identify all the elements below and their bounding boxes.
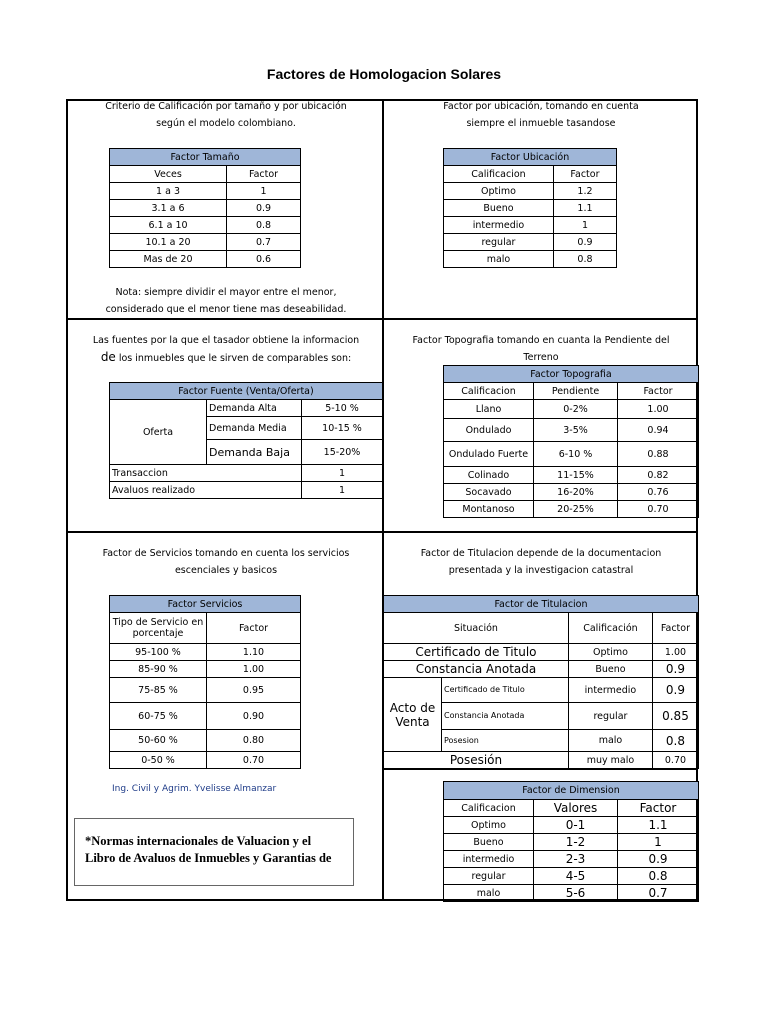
servicios-table: Factor Servicios Tipo de Servicio en porcentaje Factor 95-100 % 1.10 85-90 % 1.00 75-85 % 0.95 60-75 % 0.90 50-60 % 0.80 0-50 % 0.70 [109, 595, 301, 769]
fuente-caption: Las fuentes por la que el tasador obtiene la informacion de los inmuebles que le sirven de comparables son: [92, 335, 360, 364]
tamano-caption: Criterio de Calificación por tamaño y por ubicación según el modelo colombiano. [105, 101, 347, 129]
table-row: Optimo 0-1 1.1 [444, 817, 699, 834]
table-row: Demanda Baja 15-20% [110, 440, 383, 465]
table-row: 75-85 % 0.95 [110, 678, 301, 703]
table-row: Avaluos realizado 1 [110, 482, 383, 499]
table-row: Oferta Demanda Alta 5-10 % [110, 400, 383, 417]
table-row: Posesion malo 0.8 [384, 730, 699, 752]
servicios-caption: Factor de Servicios tomando en cuenta los servicios escenciales y basicos [102, 548, 350, 576]
titulacion-header: Factor de Titulacion [384, 596, 699, 613]
topografia-caption: Factor Topografia tomando en cuanta la Pendiente del Terreno [412, 335, 670, 363]
table-row: malo 5-6 0.7 [444, 885, 699, 902]
titulacion-caption: Factor de Titulacion depende de la documentacion presentada y la investigacion catastral [420, 548, 662, 576]
table-row: intermedio 1 [444, 217, 617, 234]
fuente-header: Factor Fuente (Venta/Oferta) [110, 383, 383, 400]
servicios-header: Factor Servicios [110, 596, 301, 613]
table-row: Constancia Anotada regular 0.85 [384, 703, 699, 730]
table-row: 60-75 % 0.90 [110, 703, 301, 730]
table-row: Socavado 16-20% 0.76 [444, 484, 699, 501]
topografia-table: Factor Topografia Calificacion Pendiente Factor Llano 0-2% 1.00 Ondulado 3-5% 0.94 Ondulado Fuerte 6-10 % 0.88 Colinado 11-15% 0.82 Socavado 16-20% 0.76 Montanoso 20-25% 0.70 [443, 365, 699, 518]
ubicacion-table: Factor Ubicación Calificacion Factor Optimo 1.2 Bueno 1.1 intermedio 1 regular 0.9 malo 0.8 [443, 148, 617, 268]
table-row: intermedio 2-3 0.9 [444, 851, 699, 868]
table-row: malo 0.8 [444, 251, 617, 268]
table-row: 10.1 a 20 0.7 [110, 234, 301, 251]
table-row: Optimo 1.2 [444, 183, 617, 200]
table-row: Mas de 20 0.6 [110, 251, 301, 268]
fuente-table [109, 382, 383, 499]
dimension-header: Factor de Dimension [444, 782, 699, 800]
row-divider-1 [66, 318, 698, 320]
table-row: Posesión muy malo 0.70 [384, 752, 699, 769]
table-row: 1 a 3 1 [110, 183, 301, 200]
table-row: Ondulado 3-5% 0.94 [444, 419, 699, 442]
row-divider-2 [66, 531, 698, 533]
table-row: Certificado de Titulo Optimo 1.00 [384, 644, 699, 661]
tamano-note: Nota: siempre dividir el mayor entre el menor, considerado que el menor tiene mas deseabilidad. [105, 287, 347, 315]
table-row: Demanda Media 10-15 % [110, 417, 383, 440]
table-row: 6.1 a 10 0.8 [110, 217, 301, 234]
table-row: Bueno 1.1 [444, 200, 617, 217]
table-row: Montanoso 20-25% 0.70 [444, 501, 699, 518]
norms-box: *Normas internacionales de Valuacion y el Libro de Avaluos de Inmuebles y Garantias de [74, 818, 354, 886]
table-row: Colinado 11-15% 0.82 [444, 467, 699, 484]
table-row: Bueno 1-2 1 [444, 834, 699, 851]
table-row: Ondulado Fuerte 6-10 % 0.88 [444, 442, 699, 467]
table-row: 50-60 % 0.80 [110, 730, 301, 752]
table-row: 3.1 a 6 0.9 [110, 200, 301, 217]
table-row: Constancia Anotada Bueno 0.9 [384, 661, 699, 678]
titulacion-table: Factor de Titulacion Situación Calificación Factor Certificado de Titulo Optimo 1.00 Constancia Anotada Bueno 0.9 Acto de Venta Certificado de Titulo intermedio 0.9 Constancia Anotada regular 0.85 Posesion malo 0.8 Posesión muy malo 0.70 [383, 595, 699, 769]
table-row: Transaccion 1 [110, 465, 383, 482]
table-row: Acto de Venta Certificado de Titulo intermedio 0.9 [384, 678, 699, 703]
dimension-table: Factor de Dimension Calificacion Valores Factor Optimo 0-1 1.1 Bueno 1-2 1 intermedio 2-3 0.9 regular 4-5 0.8 malo 5-6 0.7 [443, 781, 699, 902]
table-row: Llano 0-2% 1.00 [444, 400, 699, 419]
page-title: Factores de Homologacion Solares [266, 66, 502, 82]
ubicacion-header: Factor Ubicación [444, 149, 617, 166]
table-row: 85-90 % 1.00 [110, 661, 301, 678]
ubicacion-caption: Factor por ubicación, tomando en cuenta siempre el inmueble tasandose [443, 101, 639, 129]
tamano-table: Factor Tamaño Veces Factor 1 a 3 1 3.1 a 6 0.9 6.1 a 10 0.8 10.1 a 20 0.7 Mas de 20 0.6 [109, 148, 301, 268]
table-row: regular 0.9 [444, 234, 617, 251]
tamano-header: Factor Tamaño [110, 149, 301, 166]
author-credit: Ing. Civil y Agrim. Yvelisse Almanzar [112, 784, 277, 794]
table-row: 95-100 % 1.10 [110, 644, 301, 661]
topografia-header: Factor Topografia [444, 366, 699, 383]
table-row: regular 4-5 0.8 [444, 868, 699, 885]
table-row: 0-50 % 0.70 [110, 752, 301, 769]
